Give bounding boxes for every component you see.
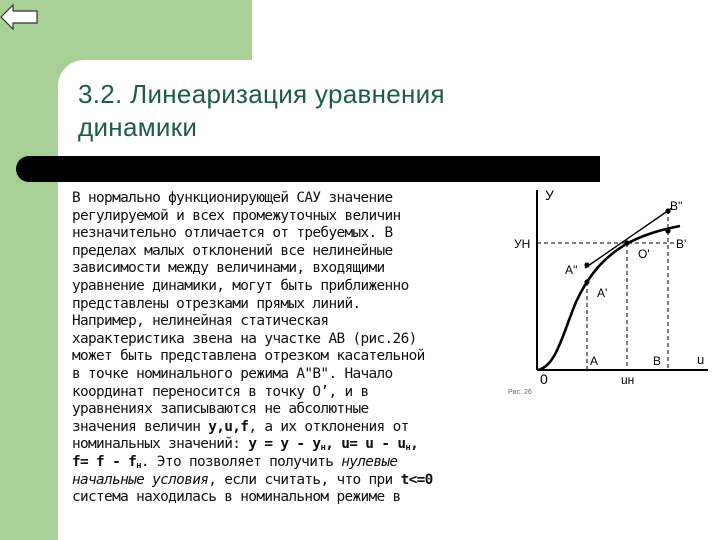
- origin-label: 0: [540, 371, 548, 387]
- body-text: [72, 190, 488, 507]
- slide-title: [78, 78, 638, 144]
- text: номинальных значений:: [72, 436, 249, 453]
- back-arrow-icon[interactable]: [0, 0, 40, 34]
- point-o1-label: О': [638, 247, 650, 261]
- characteristic-curve: [538, 226, 680, 370]
- body-line: в точке номинального режима А"В". Начало: [72, 365, 393, 382]
- body-line: [72, 419, 488, 437]
- body-line: Например, нелинейная статическая: [72, 313, 329, 330]
- body-line: В нормально функционирующей САУ значение: [72, 190, 393, 206]
- text: , а их отклонения от: [248, 418, 409, 435]
- yn-label: УН: [514, 237, 531, 251]
- slide-title-line2: динамики: [78, 112, 198, 142]
- formula-part: , u= u - u: [325, 436, 406, 453]
- formula: [72, 454, 141, 470]
- point-b-label: В: [653, 354, 662, 368]
- point-a2: [584, 262, 589, 267]
- subscript: н: [320, 443, 326, 454]
- un-label: uн: [621, 373, 635, 387]
- title-divider-bar: [16, 156, 600, 182]
- variables: y,u,f: [208, 418, 249, 435]
- point-a1: [584, 279, 589, 284]
- point-a1-label: А': [597, 286, 608, 300]
- body-line: зависимости между величинами, входящими: [72, 260, 385, 277]
- body-line: система находилась в номинальном режиме в: [72, 489, 401, 506]
- body-line: регулируемой и всех промежуточных величин: [72, 207, 401, 224]
- formula-part: y = y - y: [248, 436, 321, 453]
- condition: t<=0: [400, 471, 433, 488]
- point-b2-label: В'': [670, 199, 683, 213]
- body-line: координат переносится в точку О’, и в: [72, 383, 369, 400]
- y-axis-label: У: [545, 187, 554, 203]
- subscript: н: [405, 443, 411, 454]
- slide-title-line1: 3.2. Линеаризация уравнения: [78, 79, 445, 109]
- static-characteristic-figure: [500, 186, 720, 406]
- x-axis-label: u: [697, 352, 705, 367]
- formula: [248, 436, 418, 452]
- body-line: [72, 454, 488, 472]
- point-a2-label: А'': [565, 263, 578, 277]
- point-a-label: А: [590, 354, 599, 368]
- body-line: незначительно отличается от требуемых. В: [72, 225, 393, 242]
- body-line: представлены отрезками прямых линий.: [72, 295, 361, 312]
- italic-text: нулевые: [341, 453, 398, 470]
- body-line: уравнениях записываются не абсолютные: [72, 401, 369, 418]
- formula-part: ,: [410, 436, 419, 453]
- point-o1: [624, 240, 629, 245]
- body-line: уравнение динамики, могут быть приближенно: [72, 277, 409, 294]
- body-line: [72, 472, 488, 490]
- subscript: н: [136, 460, 141, 471]
- body-line: характеристика звена на участке АВ (рис.26): [72, 330, 417, 347]
- figure-caption: Рис. 26: [508, 389, 532, 396]
- italic-text: начальные условия: [72, 471, 209, 488]
- body-line: может быть представлена отрезком касательной: [72, 348, 425, 365]
- formula-part: f= f - f: [72, 453, 137, 470]
- tangent-line: [585, 208, 672, 268]
- text: , если считать, что при: [208, 471, 401, 488]
- body-line: [72, 436, 488, 454]
- body-line: пределах малых отклонений все нелинейные: [72, 242, 393, 259]
- point-b1: [665, 228, 670, 233]
- text: . Это позволяет получить: [140, 453, 342, 470]
- point-b1-label: В': [676, 237, 687, 251]
- text: значения величин: [72, 418, 209, 435]
